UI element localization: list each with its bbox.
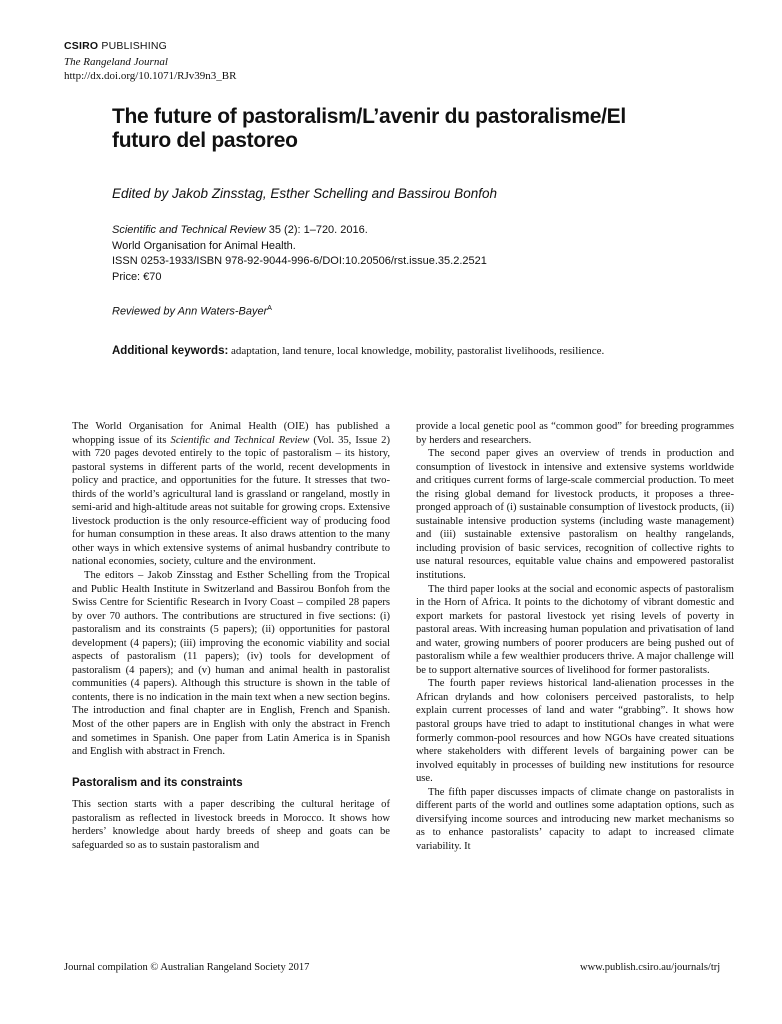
publisher-suffix: PUBLISHING xyxy=(98,40,167,52)
keywords-label: Additional keywords: xyxy=(112,345,229,357)
source-line xyxy=(112,223,487,239)
paragraph: This section starts with a paper describing the cultural heritage of pastoralism as reflected in livestock breeds in Morocco. It shows how herders’ knowledge about hardy breeds of sheep and goats can be safeguarded so as to sustain pastoralism and xyxy=(72,799,390,851)
paragraph: The second paper gives an overview of trends in production and consumption of livestock in intensive and extensive systems worldwide and critiques current forms of large-scale commercial production. To meet the rising global demand for livestock products, it proposes a three-pronged approach of (i) sustainable consumption of livestock products, (ii) sustainable intensive production systems (including waste management) and (iii) sustainable extensive pastoralism on healthy rangelands, including provision of basic services, recognition of collective rights to use natural resources, equitable value chains and empowered pastoralist institutions. xyxy=(416,448,734,582)
publisher-name xyxy=(64,40,167,52)
organisation-line: World Organisation for Animal Health. xyxy=(112,239,296,252)
issn-line: ISSN 0253-1933/ISBN 978-92-9044-996-6/DOI:10.20506/rst.issue.35.2.2521 xyxy=(112,255,487,267)
keywords-text: adaptation, land tenure, local knowledge, mobility, pastoralist livelihoods, resilience. xyxy=(228,345,605,357)
right-column xyxy=(416,420,734,854)
editors-line: Edited by Jakob Zinsstag, Esther Schelling and Bassirou Bonfoh xyxy=(112,186,497,201)
publisher-brand: CSIRO xyxy=(64,40,99,52)
paragraph xyxy=(72,420,390,569)
doi-link[interactable]: http://dx.doi.org/10.1071/RJv39n3_BR xyxy=(64,70,237,82)
section-heading: Pastoralism and its constraints xyxy=(72,776,243,789)
source-volume: 35 (2): 1–720. 2016. xyxy=(265,224,368,236)
journal-name: The Rangeland Journal xyxy=(64,56,168,68)
paragraph: The third paper looks at the social and economic aspects of pastoralism in the Horn of Africa. It points to the dichotomy of vibrant domestic and export markets for pastoral livestock yet rising levels of poverty in pastoral areas. With increasing human population and privatisation of land and water, growing numbers of poorer producers are being pushed out of pastoralism while a few wealthier producers thrive. A major challenge will be to support alternative sources of livelihood for former pastoralists. xyxy=(416,583,734,676)
keywords-line xyxy=(112,345,604,357)
footer-copyright: Journal compilation © Australian Rangeland Society 2017 xyxy=(64,962,310,973)
reviewer-affiliation-mark: A xyxy=(267,305,272,312)
reviewer-text: Reviewed by Ann Waters-Bayer xyxy=(112,305,268,318)
reviewer-line xyxy=(112,305,272,318)
article-title: The future of pastoralism/L’avenir du pastoralisme/El futuro del pastoreo xyxy=(112,105,626,152)
left-column xyxy=(72,420,390,852)
paragraph: provide a local genetic pool as “common good” for breeding programmes by herders and researchers. xyxy=(416,421,734,446)
paragraph-italic: Scientific and Technical Review xyxy=(170,434,310,446)
publication-details xyxy=(112,223,487,285)
price-line: Price: €70 xyxy=(112,270,162,283)
source-title: Scientific and Technical Review xyxy=(112,224,266,236)
paragraph: The fourth paper reviews historical land-alienation processes in the African drylands and how colonisers perceived pastoralists, to help explain current processes of land and water “grabbing”. It shows how pastoral groups have tried to adapt to institutional changes in what were formerly common-pool resources and how NGOs have created situations where stakeholders with different levels of bargaining power can be involved equitably in processes of building new institutions for resource use. xyxy=(416,678,734,785)
paragraph-text: The World Organisation for Animal Health (OIE) has published a whopping issue of its xyxy=(72,421,390,446)
footer-url[interactable]: www.publish.csiro.au/journals/trj xyxy=(580,962,721,973)
paragraph: The fifth paper discusses impacts of climate change on pastoralists in different parts of the world and outlines some adaptation options, such as diversifying income sources and introducing new market mechanisms so as to enhance pastoralists’ capacity to adapt to increased climate variability. It xyxy=(416,786,734,852)
paragraph: The editors – Jakob Zinsstag and Esther Schelling from the Tropical and Public Health Institute in Switzerland and Bassirou Bonfoh from the Swiss Centre for Scientific Research in Ivory Coast – compiled 28 papers by over 70 authors. The contributions are structured in five sections: (i) pastoralism and its constraints (5 papers); (ii) opportunities for pastoral development (4 papers); (iii) improving the economic viability and social aspects of pastoralism (11 papers); (iv) tools for development of pastoralism (4 papers); and (v) human and animal health in pastoralist communities (4 papers). Although this structure is shown in the table of contents, there is no indication in the main text when a new section begins. The introduction and final chapter are in English, French and Spanish. Most of the other papers are in English with only the abstract in French and sometimes in Spanish. One paper from Latin America is in Spanish and English with abstract in French. xyxy=(72,570,390,758)
paragraph-text: (Vol. 35, Issue 2) with 720 pages devoted entirely to the topic of pastoralism – its history, pastoral systems in different parts of the world, recent developments in policy and practice, and opportunities for the future. It stresses that two-thirds of the world’s agricultural land is grassland or rangeland, mostly in semi-arid and high-altitude areas not suitable for growing crops. Extensive livestock production is the only resource-efficient way of producing food for human consumption in these areas. It also draws attention to the many other ways in which extensive systems of animal husbandry contribute to national economies, society, culture and the environment. xyxy=(72,434,390,568)
